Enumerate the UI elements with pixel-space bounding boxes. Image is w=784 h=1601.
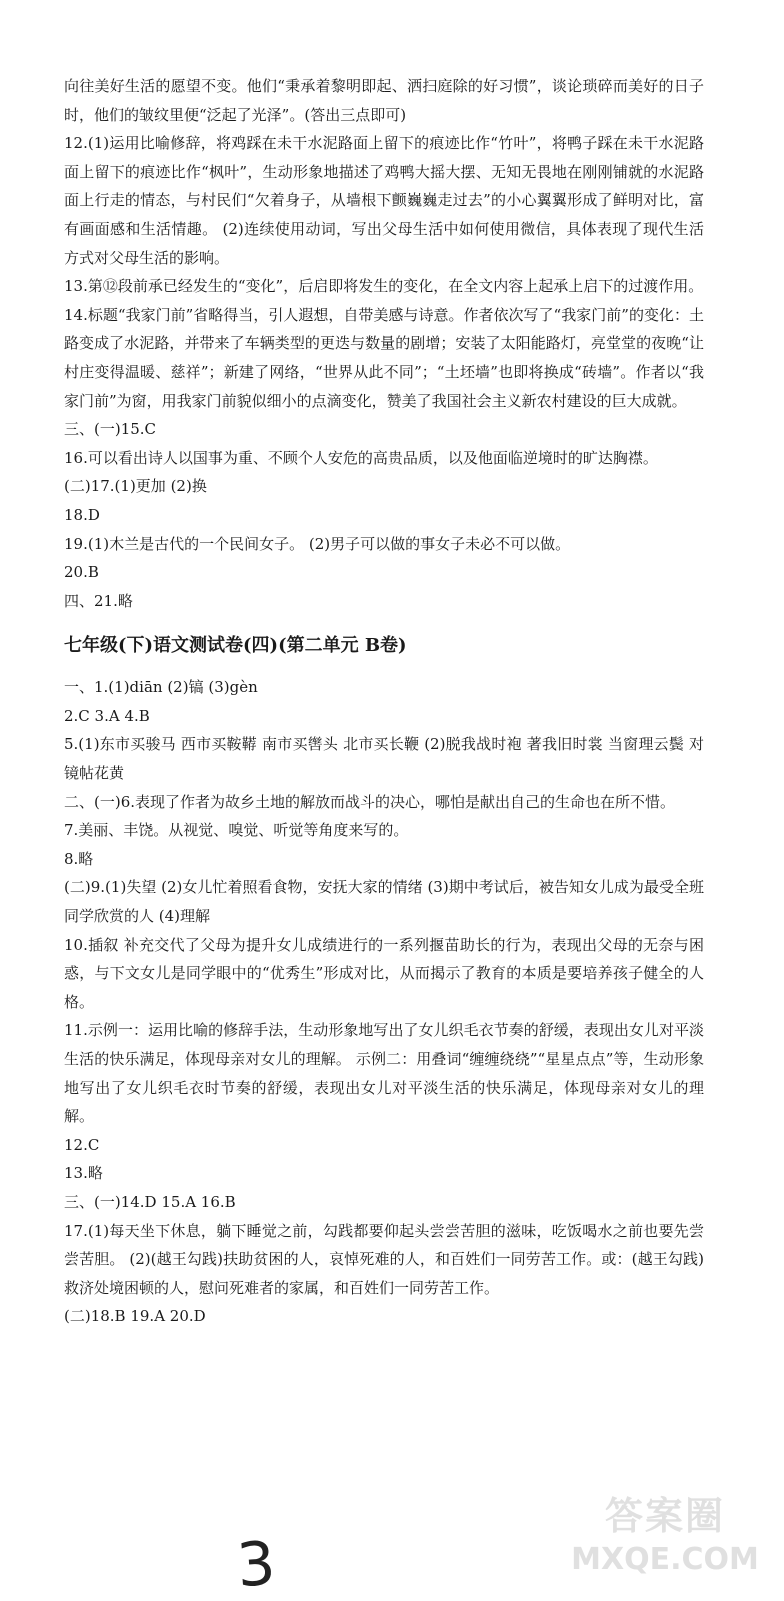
answer-paragraph: 14.标题“我家门前”省略得当，引人遐想，自带美感与诗意。作者依次写了“我家门前”的变化：土路变成了水泥路，并带来了车辆类型的更迭与数量的剧增；安装了太阳能路灯，亮堂堂的夜晚“让村庄变得温暖、慈祥”；新建了网络，“世界从此不同”；“土坯墙”也即将换成“砖墙”。作者以“我家门前”为窗，用我家门前貌似细小的点滴变化，赞美了我国社会主义新农村建设的巨大成就。 — [64, 305, 704, 410]
answer-paragraph: 16.可以看出诗人以国事为重、不顾个人安危的高贵品质，以及他面临逆境时的旷达胸襟。 — [64, 448, 658, 467]
answer-paragraph: 三、(一)15.C — [64, 420, 157, 439]
answer-paragraph: (二)18.B 19.A 20.D — [64, 1307, 206, 1326]
page-number: 3 — [234, 1528, 278, 1601]
answer-paragraph: (二)17.(1)更加 (2)换 — [64, 477, 207, 496]
answer-paragraph: 13.略 — [64, 1164, 103, 1183]
watermark-logo — [560, 1490, 770, 1590]
answer-paragraph: 向往美好生活的愿望不变。他们“秉承着黎明即起、洒扫庭除的好习惯”，谈论琐碎而美好的日子时，他们的皱纹里便“泛起了光泽”。(答出三点即可) — [64, 77, 704, 124]
answer-paragraph: 三、(一)14.D 15.A 16.B — [64, 1192, 236, 1211]
answer-paragraph: 17.(1)每天坐下休息，躺下睡觉之前，勾践都要仰起头尝尝苦胆的滋味，吃饭喝水之前也要先尝尝苦胆。 (2)(越王勾践)扶助贫困的人，哀悼死难的人，和百姓们一同劳苦工作。或：(越王勾践)救济处境困顿的人，慰问死难者的家属，和百姓们一同劳苦工作。 — [64, 1221, 704, 1297]
answer-paragraph: 12.(1)运用比喻修辞，将鸡踩在未干水泥路面上留下的痕迹比作“竹叶”，将鸭子踩在未干水泥路面上留下的痕迹比作“枫叶”，生动形象地描述了鸡鸭大摇大摆、无知无畏地在刚刚铺就的水泥路面上行走的情态，与村民们“欠着身子，从墙根下颤巍巍走过去”的小心翼翼形成了鲜明对比，富有画面感和生活情趣。 (2)连续使用动词，写出父母生活中如何使用微信，具体表现了现代生活方式对父母生活的影响。 — [64, 134, 704, 267]
answer-paragraph: (二)9.(1)失望 (2)女儿忙着照看食物，安抚大家的情绪 (3)期中考试后，被告知女儿成为最受全班同学欣赏的人 (4)理解 — [64, 878, 704, 926]
answer-paragraph: 18.D — [64, 505, 100, 524]
answer-paragraph: 10.插叙 补充交代了父母为提升女儿成绩进行的一系列揠苗助长的行为，表现出父母的无奈与困惑，与下文女儿是同学眼中的“优秀生”形成对比，从而揭示了教育的本质是要培养孩子健全的人格。 — [64, 935, 704, 1011]
answer-text-body — [64, 72, 704, 1331]
answer-paragraph: 12.C — [64, 1135, 100, 1154]
answer-paragraph: 2.C 3.A 4.B — [64, 706, 150, 725]
answer-paragraph: 11.示例一：运用比喻的修辞手法，生动形象地写出了女儿织毛衣节奏的舒缓，表现出女儿对平淡生活的快乐满足，体现母亲对女儿的理解。 示例二：用叠词“缠缠绕绕”“星星点点”等，生动形象地写出了女儿织毛衣时节奏的舒缓，表现出女儿对平淡生活的快乐满足，体现母亲对女儿的理解。 — [64, 1021, 704, 1126]
answer-paragraph: 13.第⑫段前承已经发生的“变化”，后启即将发生的变化，在全文内容上起承上启下的过渡作用。 — [64, 277, 704, 296]
answer-paragraph: 二、(一)6.表现了作者为故乡土地的解放而战斗的决心，哪怕是献出自己的生命也在所不惜。 — [64, 792, 676, 811]
section-title: 七年级(下)语文测试卷(四)(第二单元 B卷) — [64, 635, 407, 657]
answer-paragraph: 19.(1)木兰是古代的一个民间女子。 (2)男子可以做的事女子未必不可以做。 — [64, 534, 571, 553]
watermark-text-top: 答案圈 — [604, 1494, 725, 1538]
answer-paragraph: 一、1.(1)diān (2)镐 (3)gèn — [64, 678, 258, 697]
watermark-text-bottom: MXQE.COM — [571, 1542, 759, 1577]
answer-paragraph: 7.美丽、丰饶。从视觉、嗅觉、听觉等角度来写的。 — [64, 821, 409, 840]
answer-paragraph: 5.(1)东市买骏马 西市买鞍鞯 南市买辔头 北市买长鞭 (2)脱我战时袍 著我旧时裳 当窗理云鬓 对镜帖花黄 — [64, 735, 704, 783]
answer-paragraph: 四、21.略 — [64, 591, 133, 610]
answer-paragraph: 20.B — [64, 563, 99, 582]
answer-paragraph: 8.略 — [64, 849, 94, 868]
